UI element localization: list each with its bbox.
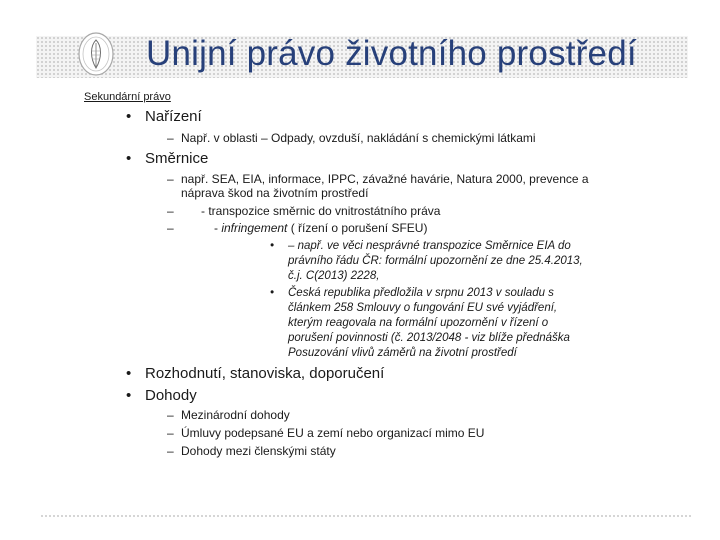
bullet-marker: • [126,387,132,404]
bullet-label: Nařízení [145,108,202,125]
subitem-italic-term: infringement [221,221,288,235]
detail-bullet-marker: • [270,240,275,252]
subitem-text-line1: např. SEA, EIA, informace, IPPC, závažné havárie, Natura 2000, prevence a [181,172,589,186]
dash-marker: – [167,204,174,218]
detail-line: článkem 258 Smlouvy o fungování EU své vyjádření, [288,302,558,314]
detail-bullet-marker: • [270,287,275,299]
subitem-text: Úmluvy podepsané EU a zemí nebo organizací mimo EU [181,426,485,440]
bullet-marker: • [126,365,132,382]
bullet-label: Rozhodnutí, stanoviska, doporučení [145,365,385,382]
subitem-text: - transpozice směrnic do vnitrostátního práva [201,204,441,218]
subitem-rest: ( řízení o porušení SFEU) [287,221,428,235]
detail-line: porušení povinnosti (č. 2013/2048 - viz blíže přednáška [288,332,570,344]
detail-line: – např. ve věci nesprávné transpozice Směrnice EIA do [288,240,571,252]
footer-band [40,514,692,519]
section-heading: Sekundární právo [84,91,171,103]
dash-marker: – [167,131,174,145]
dash-marker: – [167,426,174,440]
dash-marker: – [167,408,174,422]
detail-line: právního řádu ČR: formální upozornění ze dne 25.4.2013, [288,255,583,267]
subitem-text-line2: náprava škod na životním prostředí [181,186,369,200]
bullet-label: Směrnice [145,150,209,167]
subitem-text [214,221,427,235]
detail-line: č.j. C(2013) 2228, [288,270,380,282]
detail-czech-response [288,286,570,361]
bullet-label: Dohody [145,387,197,404]
bullet-marker: • [126,108,132,125]
dash-marker: – [167,444,174,458]
subitem-text: Např. v oblasti – Odpady, ovzduší, nakládání s chemickými látkami [181,131,536,145]
detail-line: Posuzování vlivů záměrů na životní prostředí [288,347,517,359]
subitem-text: Mezinárodní dohody [181,408,290,422]
bullet-marker: • [126,150,132,167]
subitem-text: Dohody mezi členskými státy [181,444,336,458]
dash-marker: – [167,172,174,186]
detail-eia-case [288,239,583,284]
detail-line: Česká republika předložila v srpnu 2013 v souladu s [288,287,554,299]
dash-marker: – [167,221,174,235]
university-seal-logo [76,31,116,77]
subitem-prefix: - [214,221,222,235]
detail-line: kterým reagovala na formální upozornění v řízení o [288,317,549,329]
slide-title: Unijní právo životního prostředí [146,34,637,73]
